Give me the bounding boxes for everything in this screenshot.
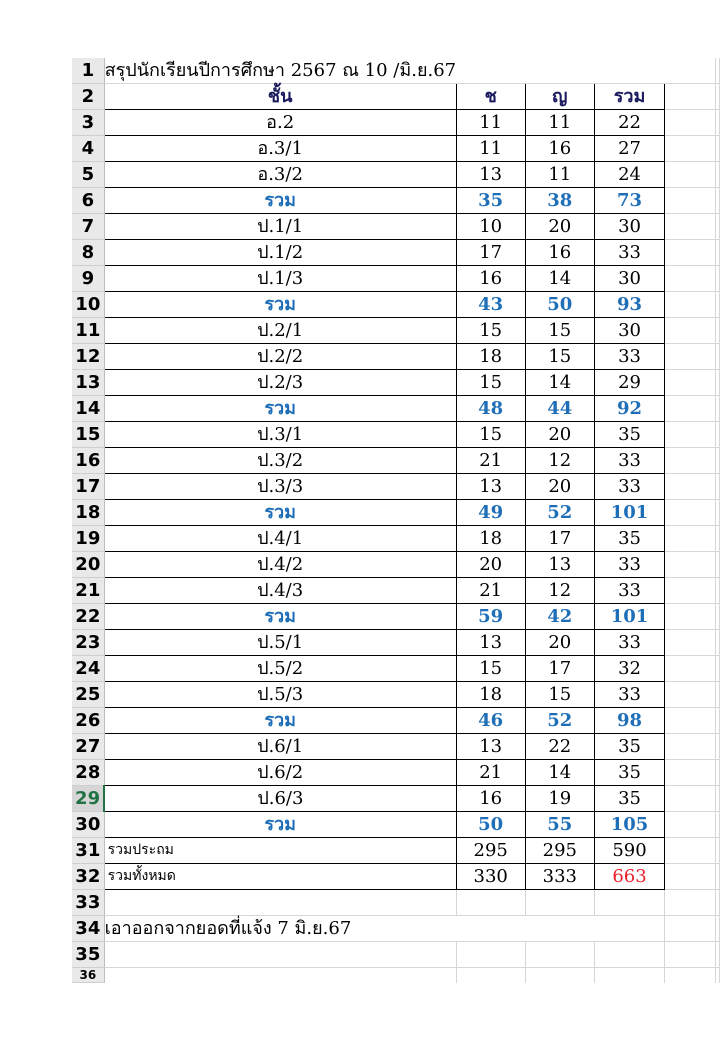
female-count[interactable]: 52 xyxy=(525,500,594,526)
row-header[interactable]: 8 xyxy=(72,240,104,266)
total-count[interactable]: 22 xyxy=(594,110,664,136)
sheet-row xyxy=(72,786,720,812)
empty-cell[interactable] xyxy=(665,682,716,708)
class-label[interactable]: ป.1/1 xyxy=(104,214,456,240)
empty-cell[interactable] xyxy=(716,526,720,552)
empty-cell[interactable] xyxy=(665,370,716,396)
male-count[interactable]: 49 xyxy=(456,500,525,526)
male-count[interactable]: 18 xyxy=(456,344,525,370)
total-count[interactable]: 33 xyxy=(594,630,664,656)
sheet-row xyxy=(72,162,720,188)
female-count[interactable]: 17 xyxy=(525,656,594,682)
row-header[interactable]: 23 xyxy=(72,630,104,656)
row-header[interactable]: 2 xyxy=(72,84,104,110)
empty-cell[interactable] xyxy=(716,292,720,318)
row-header[interactable]: 20 xyxy=(72,552,104,578)
row-header[interactable]: 31 xyxy=(72,838,104,864)
grid-table xyxy=(72,58,720,983)
male-count[interactable]: 295 xyxy=(456,838,525,864)
male-count[interactable]: 15 xyxy=(456,370,525,396)
empty-cell[interactable] xyxy=(716,188,720,214)
row-header[interactable]: 10 xyxy=(72,292,104,318)
row-header[interactable]: 9 xyxy=(72,266,104,292)
sheet-row xyxy=(72,578,720,604)
sheet-row xyxy=(72,604,720,630)
empty-cell[interactable] xyxy=(456,58,525,84)
empty-cell[interactable] xyxy=(665,422,716,448)
sheet-row xyxy=(72,188,720,214)
class-label[interactable]: ป.5/2 xyxy=(104,656,456,682)
row-header[interactable]: 3 xyxy=(72,110,104,136)
empty-cell[interactable] xyxy=(665,942,716,968)
class-label[interactable]: ป.6/3 xyxy=(104,786,456,812)
class-label[interactable]: ป.1/2 xyxy=(104,240,456,266)
male-count[interactable]: 13 xyxy=(456,630,525,656)
female-count[interactable]: 44 xyxy=(525,396,594,422)
class-label[interactable]: ป.1/3 xyxy=(104,266,456,292)
empty-cell[interactable] xyxy=(716,422,720,448)
female-count[interactable]: 11 xyxy=(525,110,594,136)
female-count[interactable]: 12 xyxy=(525,448,594,474)
row-header[interactable]: 11 xyxy=(72,318,104,344)
empty-cell[interactable] xyxy=(665,110,716,136)
row-header[interactable]: 22 xyxy=(72,604,104,630)
total-count[interactable]: 93 xyxy=(594,292,664,318)
male-count[interactable]: 20 xyxy=(456,552,525,578)
empty-cell[interactable] xyxy=(525,890,594,916)
empty-cell[interactable] xyxy=(665,656,716,682)
class-label[interactable]: ป.2/2 xyxy=(104,344,456,370)
empty-cell[interactable] xyxy=(665,526,716,552)
subtotal-label[interactable]: รวม xyxy=(104,292,456,318)
empty-cell[interactable] xyxy=(665,318,716,344)
empty-cell[interactable] xyxy=(716,968,720,983)
class-label[interactable]: ป.3/3 xyxy=(104,474,456,500)
total-count[interactable]: 73 xyxy=(594,188,664,214)
empty-cell[interactable] xyxy=(594,942,664,968)
total-count[interactable]: 35 xyxy=(594,786,664,812)
empty-cell[interactable] xyxy=(665,916,716,942)
male-count[interactable]: 46 xyxy=(456,708,525,734)
empty-cell[interactable] xyxy=(665,448,716,474)
sheet-row xyxy=(72,682,720,708)
class-label[interactable]: ป.4/1 xyxy=(104,526,456,552)
empty-cell[interactable] xyxy=(665,968,716,983)
total-count[interactable]: 33 xyxy=(594,344,664,370)
empty-cell[interactable] xyxy=(594,968,664,983)
class-label[interactable]: ป.3/1 xyxy=(104,422,456,448)
row-header[interactable]: 7 xyxy=(72,214,104,240)
empty-cell[interactable] xyxy=(525,968,594,983)
empty-cell[interactable] xyxy=(716,864,720,890)
total-count[interactable]: 105 xyxy=(594,812,664,838)
row-header[interactable]: 36 xyxy=(72,968,104,983)
empty-cell[interactable] xyxy=(716,240,720,266)
total-count[interactable]: 92 xyxy=(594,396,664,422)
empty-cell[interactable] xyxy=(665,162,716,188)
total-count[interactable]: 98 xyxy=(594,708,664,734)
male-count[interactable]: 48 xyxy=(456,396,525,422)
sheet-row xyxy=(72,890,720,916)
empty-cell[interactable] xyxy=(665,760,716,786)
empty-cell[interactable] xyxy=(716,474,720,500)
male-count[interactable]: 330 xyxy=(456,864,525,890)
male-count[interactable]: 11 xyxy=(456,136,525,162)
row-header[interactable]: 5 xyxy=(72,162,104,188)
empty-cell[interactable] xyxy=(716,656,720,682)
empty-cell[interactable] xyxy=(665,344,716,370)
empty-cell[interactable] xyxy=(594,890,664,916)
female-count[interactable]: 20 xyxy=(525,214,594,240)
female-count[interactable]: 13 xyxy=(525,552,594,578)
female-count[interactable]: 22 xyxy=(525,734,594,760)
male-count[interactable]: 43 xyxy=(456,292,525,318)
header-female[interactable]: ญ xyxy=(525,84,594,110)
class-label[interactable]: ป.5/3 xyxy=(104,682,456,708)
header-class[interactable]: ชั้น xyxy=(104,84,456,110)
row-header[interactable]: 26 xyxy=(72,708,104,734)
row-header[interactable]: 1 xyxy=(72,58,104,84)
subtotal-label[interactable]: รวม xyxy=(104,604,456,630)
empty-cell[interactable] xyxy=(665,58,716,84)
empty-cell[interactable] xyxy=(665,890,716,916)
header-total[interactable]: รวม xyxy=(594,84,664,110)
total-count[interactable]: 33 xyxy=(594,474,664,500)
sheet-row xyxy=(72,396,720,422)
empty-cell[interactable] xyxy=(716,630,720,656)
male-count[interactable]: 18 xyxy=(456,682,525,708)
empty-cell[interactable] xyxy=(665,188,716,214)
empty-cell[interactable] xyxy=(456,968,525,983)
row-header[interactable]: 35 xyxy=(72,942,104,968)
empty-cell[interactable] xyxy=(665,708,716,734)
spreadsheet-grid xyxy=(72,58,720,983)
empty-cell[interactable] xyxy=(665,864,716,890)
empty-cell[interactable] xyxy=(716,58,720,84)
empty-cell[interactable] xyxy=(665,266,716,292)
total-count[interactable]: 30 xyxy=(594,266,664,292)
empty-cell[interactable] xyxy=(716,110,720,136)
total-count[interactable]: 101 xyxy=(594,500,664,526)
class-label[interactable]: ป.2/1 xyxy=(104,318,456,344)
female-count[interactable]: 50 xyxy=(525,292,594,318)
empty-cell[interactable] xyxy=(456,890,525,916)
female-count[interactable]: 15 xyxy=(525,344,594,370)
empty-cell[interactable] xyxy=(716,760,720,786)
empty-cell[interactable] xyxy=(665,136,716,162)
note-text[interactable]: เอาออกจากยอดที่แจ้ง 7 มิ.ย.67 xyxy=(104,916,456,942)
class-label[interactable]: ป.3/2 xyxy=(104,448,456,474)
empty-cell[interactable] xyxy=(665,214,716,240)
female-count[interactable]: 55 xyxy=(525,812,594,838)
male-count[interactable]: 15 xyxy=(456,656,525,682)
female-count[interactable]: 19 xyxy=(525,786,594,812)
empty-cell[interactable] xyxy=(716,786,720,812)
female-count[interactable]: 333 xyxy=(525,864,594,890)
empty-cell[interactable] xyxy=(665,396,716,422)
empty-cell[interactable] xyxy=(594,58,664,84)
empty-cell[interactable] xyxy=(665,552,716,578)
empty-cell[interactable] xyxy=(716,708,720,734)
empty-cell[interactable] xyxy=(665,812,716,838)
empty-cell[interactable] xyxy=(716,890,720,916)
row-header[interactable]: 14 xyxy=(72,396,104,422)
grand-total-value[interactable]: 663 xyxy=(594,864,664,890)
empty-cell[interactable] xyxy=(716,604,720,630)
total-count[interactable]: 33 xyxy=(594,578,664,604)
sheet-row xyxy=(72,968,720,983)
female-count[interactable]: 15 xyxy=(525,318,594,344)
sheet-row xyxy=(72,240,720,266)
female-count[interactable]: 42 xyxy=(525,604,594,630)
sheet-row xyxy=(72,526,720,552)
total-count[interactable]: 24 xyxy=(594,162,664,188)
subtotal-label[interactable]: รวม xyxy=(104,188,456,214)
male-count[interactable]: 16 xyxy=(456,266,525,292)
total-count[interactable]: 101 xyxy=(594,604,664,630)
row-header[interactable]: 27 xyxy=(72,734,104,760)
row-header[interactable]: 25 xyxy=(72,682,104,708)
empty-cell[interactable] xyxy=(104,968,456,983)
male-count[interactable]: 16 xyxy=(456,786,525,812)
empty-cell[interactable] xyxy=(716,682,720,708)
empty-cell[interactable] xyxy=(716,942,720,968)
row-header[interactable]: 19 xyxy=(72,526,104,552)
total-count[interactable]: 32 xyxy=(594,656,664,682)
male-count[interactable]: 50 xyxy=(456,812,525,838)
sheet-row xyxy=(72,916,720,942)
empty-cell[interactable] xyxy=(665,838,716,864)
row-header[interactable]: 17 xyxy=(72,474,104,500)
female-count[interactable]: 11 xyxy=(525,162,594,188)
sheet-row xyxy=(72,136,720,162)
header-male[interactable]: ช xyxy=(456,84,525,110)
row-header[interactable]: 33 xyxy=(72,890,104,916)
female-count[interactable]: 20 xyxy=(525,630,594,656)
sheet-row xyxy=(72,812,720,838)
female-count[interactable]: 295 xyxy=(525,838,594,864)
total-count[interactable]: 27 xyxy=(594,136,664,162)
empty-cell[interactable] xyxy=(525,58,594,84)
sheet-row xyxy=(72,500,720,526)
class-label[interactable]: อ.2 xyxy=(104,110,456,136)
subtotal-label[interactable]: รวม xyxy=(104,708,456,734)
empty-cell[interactable] xyxy=(665,292,716,318)
subtotal-label[interactable]: รวม xyxy=(104,396,456,422)
total-count[interactable]: 35 xyxy=(594,760,664,786)
empty-cell[interactable] xyxy=(716,578,720,604)
empty-cell[interactable] xyxy=(716,318,720,344)
male-count[interactable]: 15 xyxy=(456,422,525,448)
male-count[interactable]: 21 xyxy=(456,448,525,474)
row-header[interactable]: 4 xyxy=(72,136,104,162)
sheet-title[interactable]: สรุปนักเรียนปีการศึกษา 2567 ณ 10 /มิ.ย.67 xyxy=(104,58,456,84)
row-header[interactable]: 30 xyxy=(72,812,104,838)
empty-cell[interactable] xyxy=(716,266,720,292)
sheet-row xyxy=(72,760,720,786)
empty-cell[interactable] xyxy=(456,916,525,942)
male-count[interactable]: 17 xyxy=(456,240,525,266)
female-count[interactable]: 16 xyxy=(525,136,594,162)
subtotal-label[interactable]: รวม xyxy=(104,500,456,526)
male-count[interactable]: 10 xyxy=(456,214,525,240)
sheet-row xyxy=(72,422,720,448)
sheet-row xyxy=(72,942,720,968)
male-count[interactable]: 21 xyxy=(456,760,525,786)
sheet-row xyxy=(72,214,720,240)
row-header[interactable]: 18 xyxy=(72,500,104,526)
total-count[interactable]: 33 xyxy=(594,240,664,266)
empty-cell[interactable] xyxy=(716,500,720,526)
row-header[interactable]: 32 xyxy=(72,864,104,890)
total-count[interactable]: 35 xyxy=(594,734,664,760)
class-label[interactable]: รวมทั้งหมด xyxy=(104,864,456,890)
sheet-row xyxy=(72,110,720,136)
empty-cell[interactable] xyxy=(594,916,664,942)
sheet-row xyxy=(72,630,720,656)
row-header[interactable]: 29 xyxy=(72,786,104,812)
sheet-row xyxy=(72,266,720,292)
sheet-row xyxy=(72,344,720,370)
empty-cell[interactable] xyxy=(665,734,716,760)
subtotal-label[interactable]: รวม xyxy=(104,812,456,838)
sheet-row xyxy=(72,864,720,890)
class-label[interactable]: ป.5/1 xyxy=(104,630,456,656)
male-count[interactable]: 13 xyxy=(456,162,525,188)
class-label[interactable]: รวมประถม xyxy=(104,838,456,864)
empty-cell[interactable] xyxy=(525,942,594,968)
row-header[interactable]: 24 xyxy=(72,656,104,682)
female-count[interactable]: 52 xyxy=(525,708,594,734)
class-label[interactable]: ป.6/2 xyxy=(104,760,456,786)
female-count[interactable]: 20 xyxy=(525,422,594,448)
empty-cell[interactable] xyxy=(716,370,720,396)
male-count[interactable]: 13 xyxy=(456,474,525,500)
male-count[interactable]: 35 xyxy=(456,188,525,214)
sheet-row xyxy=(72,84,720,110)
class-label[interactable]: ป.4/2 xyxy=(104,552,456,578)
total-count[interactable]: 33 xyxy=(594,448,664,474)
female-count[interactable]: 20 xyxy=(525,474,594,500)
female-count[interactable]: 16 xyxy=(525,240,594,266)
male-count[interactable]: 13 xyxy=(456,734,525,760)
empty-cell[interactable] xyxy=(665,474,716,500)
empty-cell[interactable] xyxy=(104,942,456,968)
row-header[interactable]: 21 xyxy=(72,578,104,604)
class-label[interactable]: อ.3/1 xyxy=(104,136,456,162)
empty-cell[interactable] xyxy=(716,214,720,240)
sheet-row xyxy=(72,552,720,578)
sheet-row xyxy=(72,656,720,682)
male-count[interactable]: 21 xyxy=(456,578,525,604)
female-count[interactable]: 15 xyxy=(525,682,594,708)
female-count[interactable]: 12 xyxy=(525,578,594,604)
empty-cell[interactable] xyxy=(716,734,720,760)
class-label[interactable]: อ.3/2 xyxy=(104,162,456,188)
row-header[interactable]: 16 xyxy=(72,448,104,474)
row-header[interactable]: 13 xyxy=(72,370,104,396)
empty-cell[interactable] xyxy=(716,916,720,942)
sheet-row xyxy=(72,708,720,734)
sheet-row xyxy=(72,58,720,84)
female-count[interactable]: 14 xyxy=(525,760,594,786)
total-count[interactable]: 30 xyxy=(594,214,664,240)
total-count[interactable]: 29 xyxy=(594,370,664,396)
sheet-row xyxy=(72,370,720,396)
class-label[interactable]: ป.4/3 xyxy=(104,578,456,604)
male-count[interactable]: 11 xyxy=(456,110,525,136)
empty-cell[interactable] xyxy=(716,396,720,422)
row-header[interactable]: 28 xyxy=(72,760,104,786)
male-count[interactable]: 59 xyxy=(456,604,525,630)
male-count[interactable]: 18 xyxy=(456,526,525,552)
empty-cell[interactable] xyxy=(716,344,720,370)
empty-cell[interactable] xyxy=(665,630,716,656)
empty-cell[interactable] xyxy=(665,578,716,604)
row-header[interactable]: 34 xyxy=(72,916,104,942)
female-count[interactable]: 14 xyxy=(525,266,594,292)
total-count[interactable]: 33 xyxy=(594,682,664,708)
total-count[interactable]: 590 xyxy=(594,838,664,864)
empty-cell[interactable] xyxy=(665,786,716,812)
row-header[interactable]: 12 xyxy=(72,344,104,370)
empty-cell[interactable] xyxy=(716,812,720,838)
empty-cell[interactable] xyxy=(716,162,720,188)
empty-cell[interactable] xyxy=(716,136,720,162)
female-count[interactable]: 38 xyxy=(525,188,594,214)
sheet-row xyxy=(72,318,720,344)
empty-cell[interactable] xyxy=(665,604,716,630)
empty-cell[interactable] xyxy=(665,84,716,110)
total-count[interactable]: 33 xyxy=(594,552,664,578)
class-label[interactable]: ป.2/3 xyxy=(104,370,456,396)
empty-cell[interactable] xyxy=(716,838,720,864)
sheet-row xyxy=(72,474,720,500)
female-count[interactable]: 14 xyxy=(525,370,594,396)
empty-cell[interactable] xyxy=(716,84,720,110)
sheet-row xyxy=(72,838,720,864)
empty-cell[interactable] xyxy=(665,240,716,266)
male-count[interactable]: 15 xyxy=(456,318,525,344)
sheet-row xyxy=(72,292,720,318)
row-header[interactable]: 6 xyxy=(72,188,104,214)
total-count[interactable]: 30 xyxy=(594,318,664,344)
female-count[interactable]: 17 xyxy=(525,526,594,552)
class-label[interactable]: ป.6/1 xyxy=(104,734,456,760)
empty-cell[interactable] xyxy=(716,552,720,578)
total-count[interactable]: 35 xyxy=(594,526,664,552)
empty-cell[interactable] xyxy=(716,448,720,474)
empty-cell[interactable] xyxy=(665,500,716,526)
empty-cell[interactable] xyxy=(104,890,456,916)
sheet-row xyxy=(72,448,720,474)
sheet-row xyxy=(72,734,720,760)
row-header[interactable]: 15 xyxy=(72,422,104,448)
total-count[interactable]: 35 xyxy=(594,422,664,448)
empty-cell[interactable] xyxy=(525,916,594,942)
empty-cell[interactable] xyxy=(456,942,525,968)
